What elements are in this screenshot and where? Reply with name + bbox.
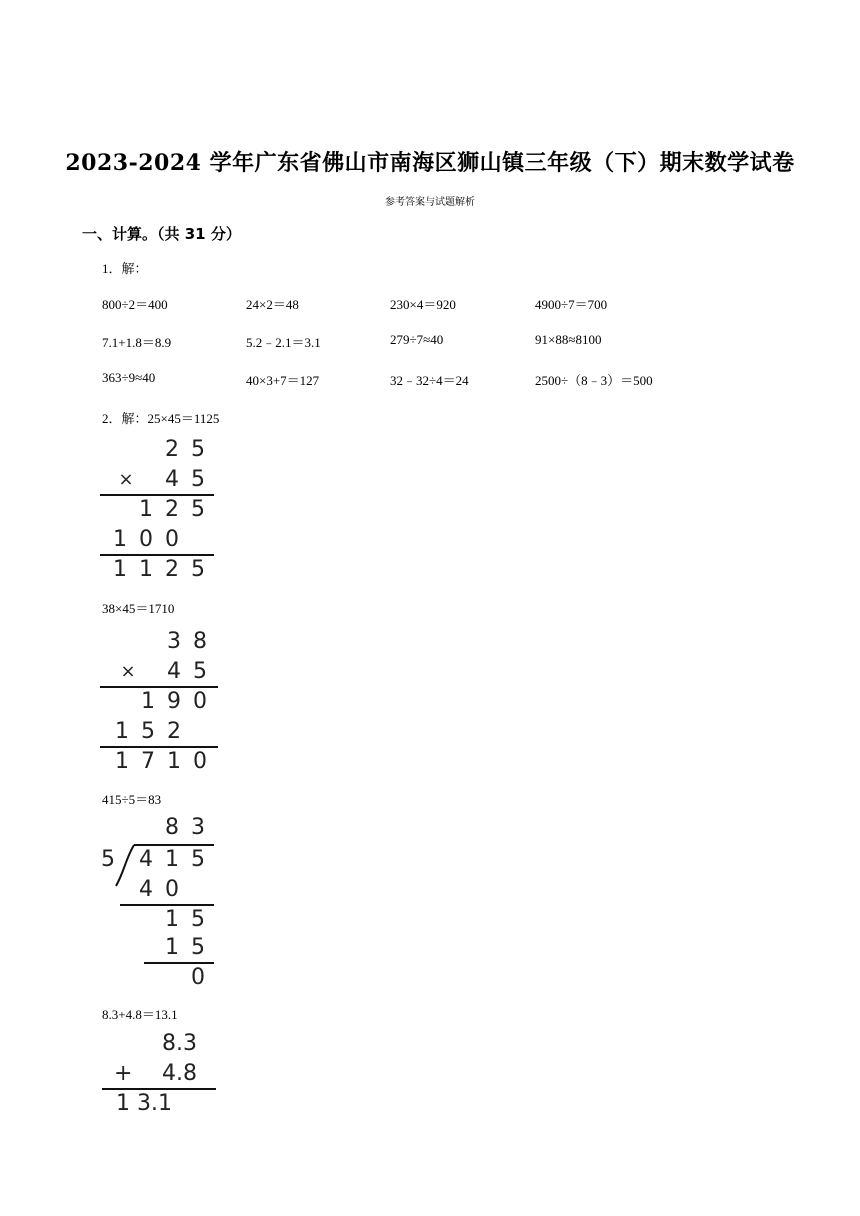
remainder: 0 bbox=[191, 965, 205, 990]
digit: 1 bbox=[139, 497, 153, 522]
page-title: 2023-2024 学年广东省佛山市南海区狮山镇三年级（下）期末数学试卷 bbox=[65, 150, 795, 176]
digit: 1 bbox=[141, 689, 155, 714]
long-division bbox=[100, 814, 220, 992]
digit: 4 bbox=[139, 877, 153, 902]
digit: 5 bbox=[191, 907, 205, 932]
digit: 2 bbox=[165, 557, 179, 582]
digit: 8 bbox=[165, 815, 179, 840]
answer-cell: 363÷9≈40 bbox=[102, 370, 156, 385]
digit: 3 bbox=[167, 629, 181, 654]
question-2-label-2: 38×45＝1710 bbox=[102, 601, 175, 616]
page-subtitle: 参考答案与试题解析 bbox=[385, 197, 475, 208]
question-2-label: 2．解：25×45＝1125 bbox=[102, 411, 220, 426]
answer-cell: 4900÷7＝700 bbox=[535, 297, 608, 312]
digit: 9 bbox=[167, 689, 181, 714]
answer-cell: 2500÷（8﹣3）＝500 bbox=[535, 373, 653, 388]
digit: 2 bbox=[167, 719, 181, 744]
digit: 5 bbox=[191, 557, 205, 582]
divisor: 5 bbox=[101, 847, 115, 872]
digit: 1 bbox=[115, 719, 129, 744]
digit: 1 bbox=[165, 935, 179, 960]
digit: 5 bbox=[193, 659, 207, 684]
digit: 7 bbox=[141, 749, 155, 774]
answer-cell: 5.2﹣2.1＝3.1 bbox=[246, 335, 321, 350]
digit: 0 bbox=[165, 877, 179, 902]
digit: 1 bbox=[113, 557, 127, 582]
answer-cell: 7.1+1.8＝8.9 bbox=[102, 335, 172, 350]
digit: 1 bbox=[115, 749, 129, 774]
answer-cell: 800÷2＝400 bbox=[102, 297, 168, 312]
question-1-label: 1．解： bbox=[102, 261, 148, 276]
multiply-sign: × bbox=[118, 469, 134, 490]
digit: 2 bbox=[165, 497, 179, 522]
digit: 4 bbox=[167, 659, 181, 684]
multiply-sign: × bbox=[120, 661, 136, 682]
addend-2: 4.8 bbox=[162, 1061, 197, 1086]
digit: 1 bbox=[165, 907, 179, 932]
answer-cell: 24×2＝48 bbox=[246, 297, 299, 312]
answer-cell: 40×3+7＝127 bbox=[246, 373, 320, 388]
digit: 4 bbox=[165, 467, 179, 492]
digit: 5 bbox=[191, 437, 205, 462]
vertical-multiplication-2 bbox=[100, 628, 220, 776]
section-heading: 一、计算。（共 31 分） bbox=[82, 225, 241, 243]
vertical-addition bbox=[100, 1030, 220, 1118]
question-2-label-3: 415÷5＝83 bbox=[102, 792, 162, 807]
digit: 2 bbox=[165, 437, 179, 462]
answer-cell: 279÷7≈40 bbox=[390, 332, 444, 347]
digit: 0 bbox=[193, 689, 207, 714]
question-2-label-4: 8.3+4.8＝13.1 bbox=[102, 1007, 178, 1022]
digit: 4 bbox=[139, 847, 153, 872]
answer-cell: 32﹣32÷4＝24 bbox=[390, 373, 469, 388]
addend-1: 8.3 bbox=[162, 1031, 197, 1056]
digit: 1 bbox=[165, 847, 179, 872]
digit: 0 bbox=[139, 527, 153, 552]
digit: 5 bbox=[191, 847, 205, 872]
digit: 0 bbox=[193, 749, 207, 774]
digit: 5 bbox=[191, 497, 205, 522]
digit: 1 bbox=[167, 749, 181, 774]
digit: 5 bbox=[141, 719, 155, 744]
digit: 5 bbox=[191, 935, 205, 960]
answer-cell: 91×88≈8100 bbox=[535, 332, 602, 347]
digit: 5 bbox=[191, 467, 205, 492]
vertical-multiplication-1 bbox=[100, 436, 220, 584]
digit: 1 bbox=[139, 557, 153, 582]
plus-sign: + bbox=[114, 1061, 133, 1086]
answer-cell: 230×4＝920 bbox=[390, 297, 456, 312]
digit: 0 bbox=[165, 527, 179, 552]
digit: 1 bbox=[113, 527, 127, 552]
digit: 8 bbox=[193, 629, 207, 654]
digit: 3 bbox=[191, 815, 205, 840]
sum: 1 3.1 bbox=[116, 1091, 172, 1116]
